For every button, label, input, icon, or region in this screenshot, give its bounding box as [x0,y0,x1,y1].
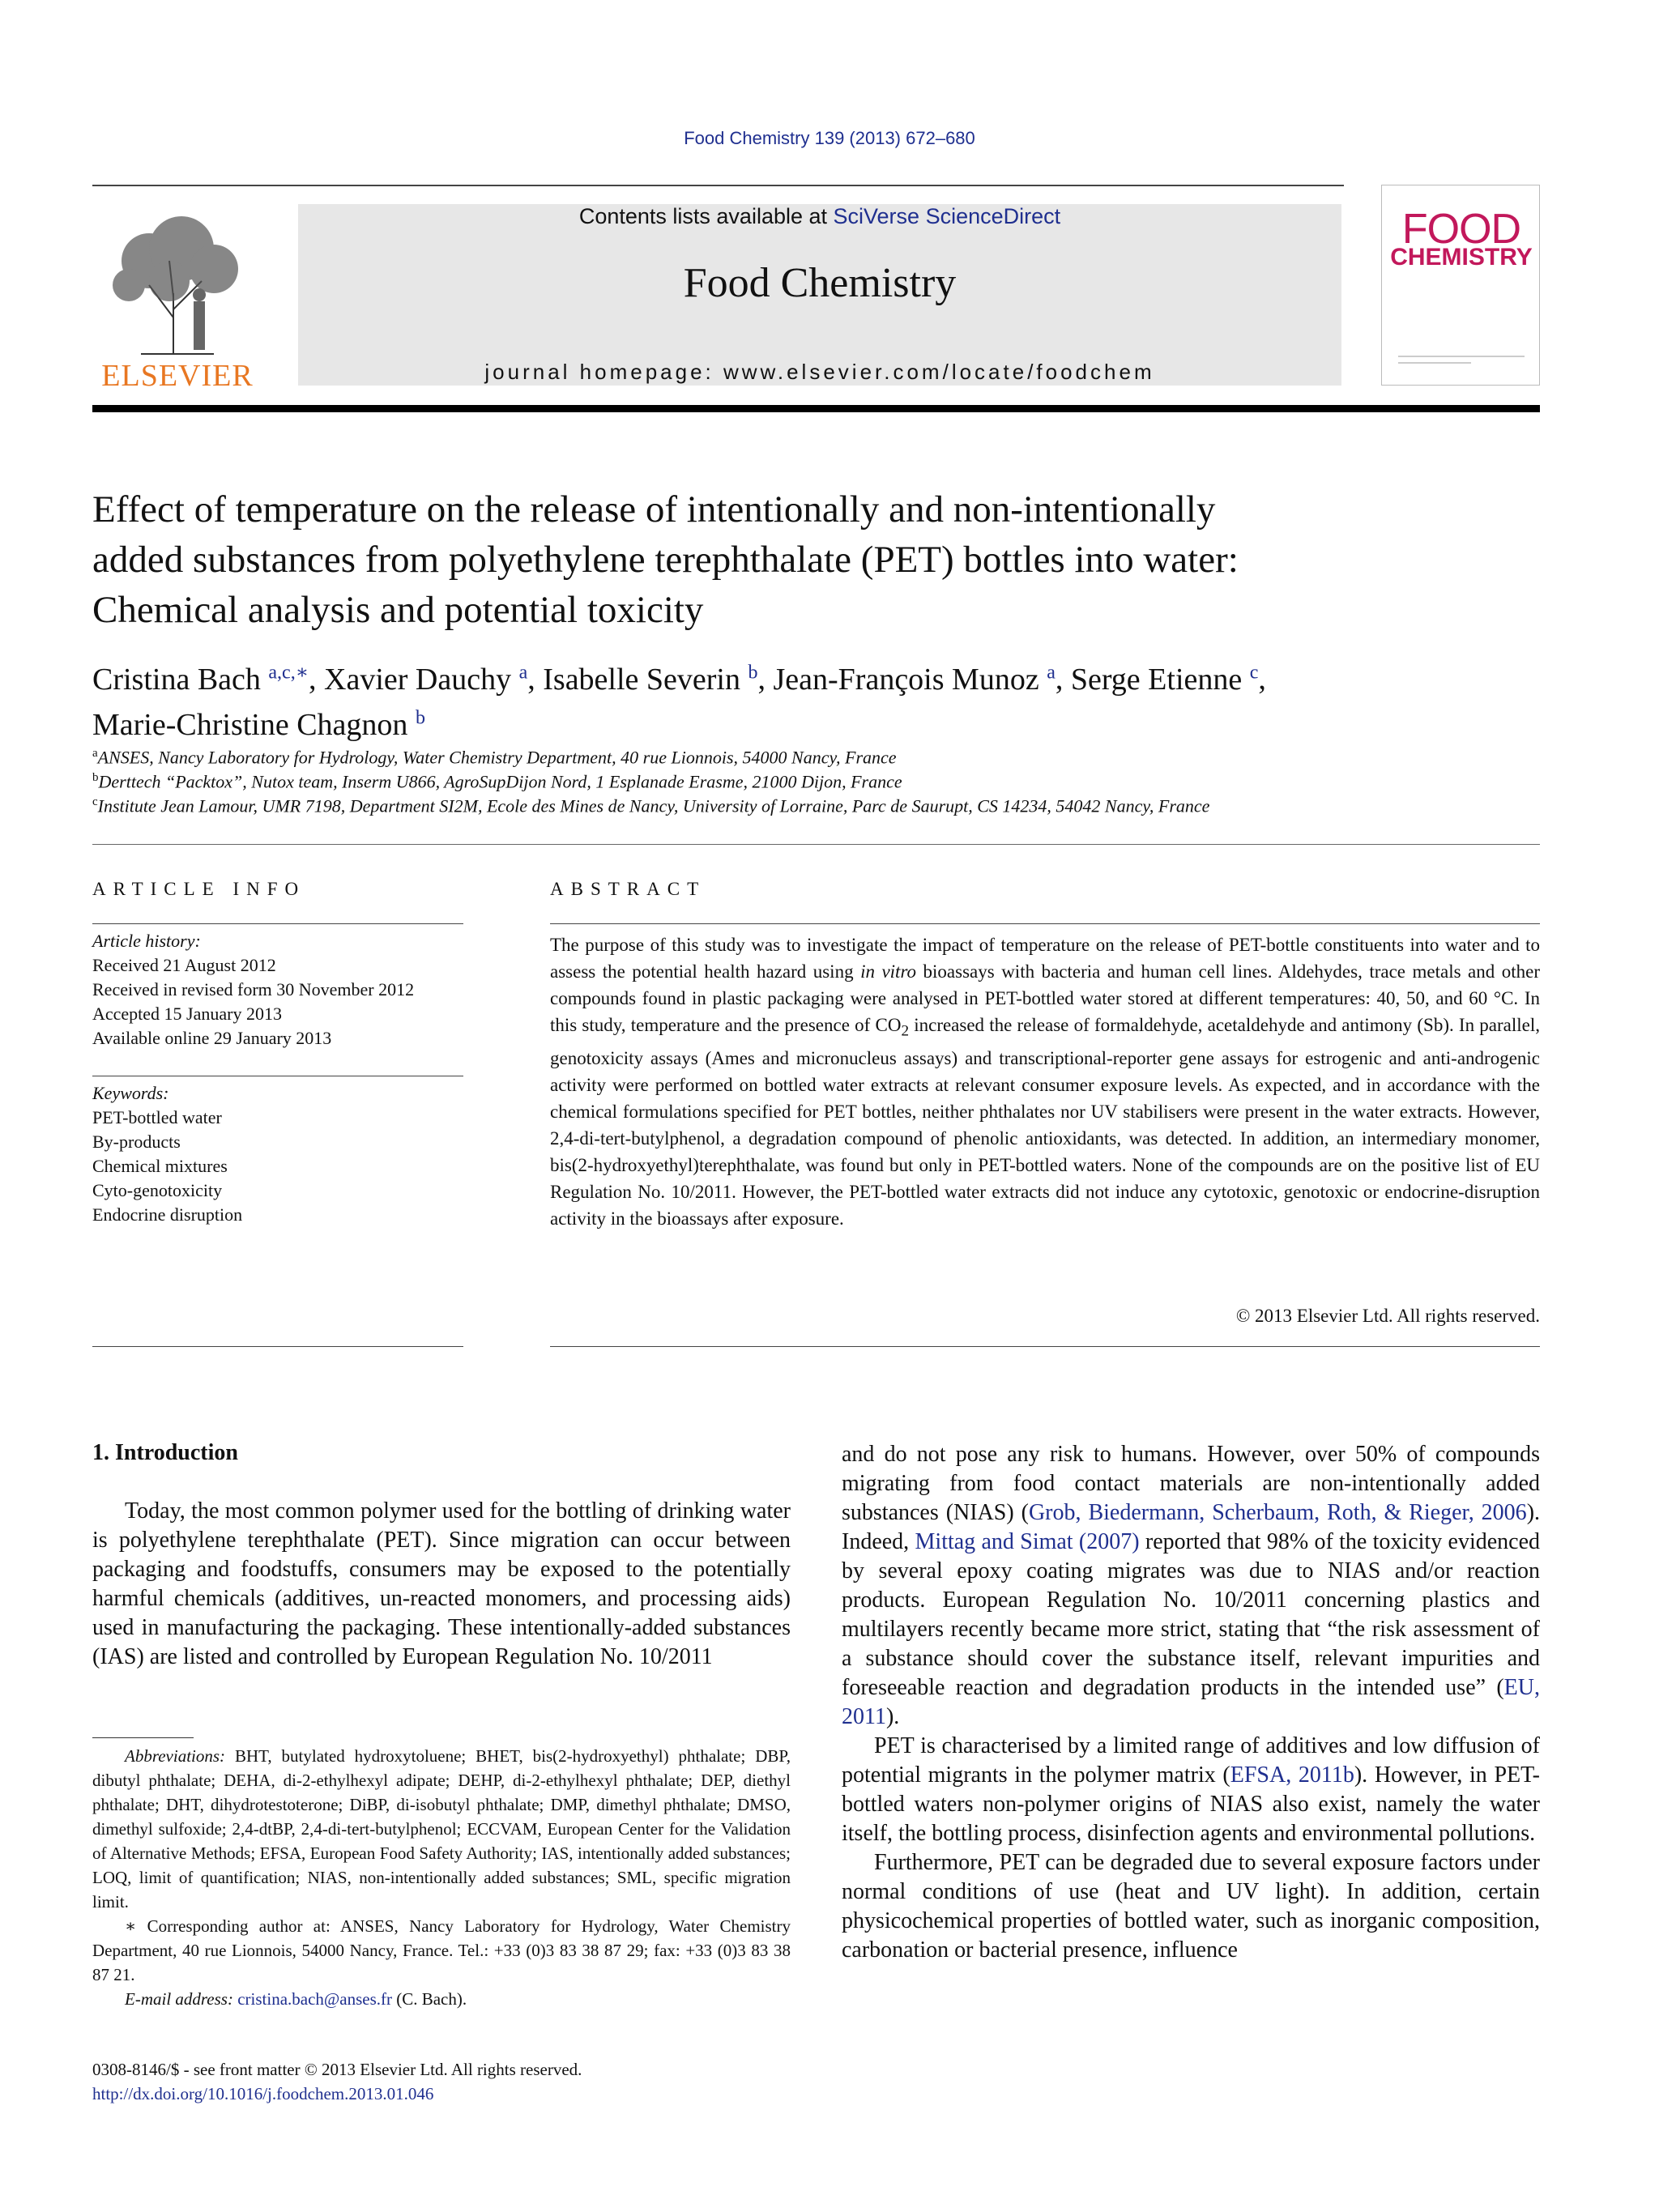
journal-masthead [298,204,1341,386]
author-name: Marie-Christine Chagnon [92,708,408,743]
history-item: Received 21 August 2012 [92,955,276,975]
history-item: Received in revised form 30 November 2012 [92,979,415,999]
footnote-rule [92,1737,194,1738]
author[interactable] [543,663,757,697]
abstract-text [550,931,1540,1232]
email-link[interactable]: cristina.bach@anses.fr [237,1989,392,2009]
abstract-rule [550,923,1540,924]
author-separator: , [1258,662,1266,697]
journal-cover [1381,185,1540,386]
doi-link[interactable]: http://dx.doi.org/10.1016/j.foodchem.2013.01.046 [92,2084,434,2103]
affiliation-mark: c [92,795,98,808]
keyword: Endocrine disruption [92,1204,243,1225]
abstract-label: ABSTRACT [550,879,706,899]
affiliation-mark: b [92,771,99,784]
cover-title-food: FOOD [1401,206,1521,253]
author-name: Jean-François Munoz [773,662,1039,697]
title-line: added substances from polyethylene terephthalate (PET) bottles into water: [92,539,1239,581]
keyword: PET-bottled water [92,1107,222,1127]
citation-link[interactable]: EFSA, 2011b [1230,1762,1354,1788]
contents-line [298,204,1341,229]
author-separator: , [527,662,544,697]
masthead-rule [92,405,1540,412]
title-line: Chemical analysis and potential toxicity [92,589,704,631]
text-segment: PET is characterised by a limited range of additives and low diffusion of potential migrants in the polymer matrix ( [842,1733,1540,1788]
history-heading: Article history: [92,931,201,951]
author-affil-mark[interactable]: c [1249,662,1259,683]
section-divider [92,844,1540,845]
text-segment: reported that 98% of the toxicity evidenced by several epoxy coating migrates was due to NIAS and/or reaction products. European Regulation No. 10/2011 concerning plastics and multilayers recently became more strict, stating that “the risk assessment of a substance should cover the substance itself, relevant impurities and foreseeable reaction and degradation products in the intended use” ( [842,1529,1541,1700]
text-segment: ). Indeed, [842,1500,1541,1554]
abstract-segment: The purpose of this study was to investigate the impact of temperature on the release of PET-bottle constituents into water and to assess the potential health hazard using [550,935,1540,982]
author-name: Xavier Dauchy [324,662,512,697]
text-segment: and do not pose any risk to humans. However, over 50% of compounds migrating from food contact materials are non-intentionally added substances (NIAS) ( [842,1442,1540,1525]
affiliation-mark: a [92,747,98,760]
journal-homepage[interactable]: journal homepage: www.elsevier.com/locate/foodchem [484,360,1155,384]
affiliation-text: Institute Jean Lamour, UMR 7198, Department SI2M, Ecole des Mines de Nancy, University of Lorraine, Parc de Saurupt, CS 14234, 54042 Nancy, France [97,795,1210,816]
body-left-column [92,1497,791,1672]
affiliation [92,771,1542,792]
keywords [92,1081,463,1227]
info-rule [92,1346,463,1347]
author-separator: , [1055,662,1071,697]
author-affil-mark[interactable]: a [518,662,528,683]
email-footnote [92,1987,791,2011]
author[interactable] [92,663,309,697]
author-affil-mark[interactable]: b [415,707,425,729]
sciencedirect-link[interactable]: SciVerse ScienceDirect [833,204,1061,228]
abstract-rule [550,1346,1540,1347]
abbreviations-footnote [92,1744,791,1914]
text-segment: ). However, in PET-bottled waters non-polymer origins of NIAS also exist, namely the water itself, the bottling process, disinfection agents and environmental pollutions. [842,1762,1541,1846]
author-separator: , [757,662,774,697]
abstract-italic: in vitro [860,961,917,982]
keyword: Cyto-genotoxicity [92,1180,223,1200]
author-separator: , [309,662,325,697]
email-suffix: (C. Bach). [391,1989,467,2009]
body-paragraph: Today, the most common polymer used for the bottling of drinking water is polyethylene terephthalate (PET). Since migration can occur between packaging and foodstuffs, consumers may be exposed to the potentially harmful chemicals (additives, un-reacted monomers, and processing aids) used in manufacturing the packaging. These intentionally-added substances (IAS) are listed and controlled by European Regulation No. 10/2011 [92,1498,791,1669]
author[interactable] [324,663,527,697]
elsevier-wordmark: ELSEVIER [101,359,254,393]
author[interactable] [1071,663,1259,697]
abbreviations-text: BHT, butylated hydroxytoluene; BHET, bis(2-hydroxyethyl) phthalate; DBP, dibutyl phthalate; DEHA, di-2-ethylhexyl adipate; DEHP, di-2-ethylhexyl phthalate; DEP, diethyl phthalate; DHT, dihydrotestoterone; DiBP, di-isobutyl phthalate; DMP, dimethyl phthalate; DMSO, dimethyl sulfoxide; 2,4-dtBP, 2,4-di-tert-butylphenol; ECCVAM, European Center for the Validation of Alternative Methods; EFSA, European Food Safety Authority; IAS, intentionally added substances; LOQ, limit of quantification; NIAS, non-intentionally added substances; SML, specific migration limit. [92,1746,791,1912]
author-affil-mark[interactable]: a,c,∗ [268,662,309,683]
cover-title-chemistry: CHEMISTRY [1390,244,1533,271]
author-affil-mark[interactable]: b [748,662,758,683]
author-name: Cristina Bach [92,662,261,697]
abbreviations-label: Abbreviations: [125,1746,226,1766]
copyright-notice: © 2013 Elsevier Ltd. All rights reserved. [1235,1306,1540,1326]
history-item: Available online 29 January 2013 [92,1028,332,1048]
article-title [92,484,1542,635]
footnotes [92,1744,791,2011]
citation-link[interactable]: EU, 2011 [842,1675,1540,1729]
text-segment: ). [885,1704,900,1729]
journal-reference[interactable]: Food Chemistry 139 (2013) 672–680 [684,128,975,148]
abstract-segment: bioassays with bacteria and human cell lines. Aldehydes, trace metals and other compounds found in plastic packaging were analysed in PET-bottled water stored at different temperatures: 40, 50, and 60 °C. In this study, temperature and the presence of CO [550,961,1540,1035]
corresponding-author-footnote: ∗ Corresponding author at: ANSES, Nancy Laboratory for Hydrology, Water Chemistry Department, 40 rue Lionnois, 54000 Nancy, France. Tel.: +33 (0)3 83 38 87 29; fax: +33 (0)3 83 38 87 21. [92,1916,791,1984]
front-matter [92,2057,582,2106]
author-affil-mark[interactable]: a [1047,662,1056,683]
journal-name: Food Chemistry [683,260,957,306]
keywords-heading: Keywords: [92,1083,169,1103]
affiliation-text: ANSES, Nancy Laboratory for Hydrology, Water Chemistry Department, 40 rue Lionnois, 54000 Nancy, France [97,747,897,768]
section-heading: 1. Introduction [92,1440,238,1465]
author-list [92,653,1542,744]
title-line: Effect of temperature on the release of intentionally and non-intentionally [92,488,1216,531]
cover-decoration [1398,362,1471,364]
author-name: Isabelle Severin [543,662,740,697]
affiliation-text: Derttech “Packtox”, Nutox team, Inserm U866, AgroSupDijon Nord, 1 Esplanade Erasme, 21000 Dijon, France [98,771,902,792]
elsevier-logo [92,204,262,393]
keyword: Chemical mixtures [92,1156,228,1176]
citation-link[interactable]: Mittag and Simat (2007) [915,1529,1140,1554]
author[interactable] [773,663,1055,697]
info-rule [92,923,463,924]
body-right-column [842,1440,1540,1965]
affiliation [92,795,1542,816]
history-item: Accepted 15 January 2013 [92,1004,282,1024]
article-history [92,929,463,1051]
issn-line: 0308-8146/$ - see front matter © 2013 Elsevier Ltd. All rights reserved. [92,2060,582,2079]
affiliation [92,747,1542,768]
cover-decoration [1398,356,1525,357]
keyword: By-products [92,1132,181,1152]
body-paragraph: Furthermore, PET can be degraded due to several exposure factors under normal conditions of use (heat and UV light). In addition, certain physicochemical properties of bottled water, such as inorganic composition, carbonation or bacterial presence, influence [842,1850,1540,1963]
abstract-segment: increased the release of formaldehyde, acetaldehyde and antimony (Sb). In parallel, genotoxicity assays (Ames and micronucleus assays) and transcriptional-reporter gene assays for estrogenic and anti-androgenic activity were performed on bottled water extracts at relevant consumer exposure levels. As expected, and in accordance with the chemical formulations specified for PET bottles, neither phthalates nor UV stabilisers were present in the water extracts. However, 2,4-di-tert-butylphenol, a degradation compound of phenolic antioxidants, was detected. In addition, an intermediary monomer, bis(2-hydroxyethyl)terephthalate, was found but only in PET-bottled waters. None of the compounds are on the positive list of EU Regulation No. 10/2011. However, the PET-bottled water extracts did not induce any cytotoxic, genotoxic or endocrine-disruption activity in the bioassays after exposure. [550,1015,1540,1229]
article-info-label: ARTICLE INFO [92,879,306,899]
contents-prefix: Contents lists available at [578,204,834,228]
body-paragraph [842,1440,1540,1732]
author[interactable] [92,708,425,742]
abstract-subscript: 2 [901,1022,910,1040]
header-rule [92,185,1344,186]
author-name: Serge Etienne [1070,662,1243,697]
email-label: E-mail address: [125,1989,238,2009]
body-paragraph [842,1732,1540,1848]
citation-link[interactable]: Grob, Biedermann, Scherbaum, Roth, & Rieger, 2006 [1028,1500,1527,1525]
